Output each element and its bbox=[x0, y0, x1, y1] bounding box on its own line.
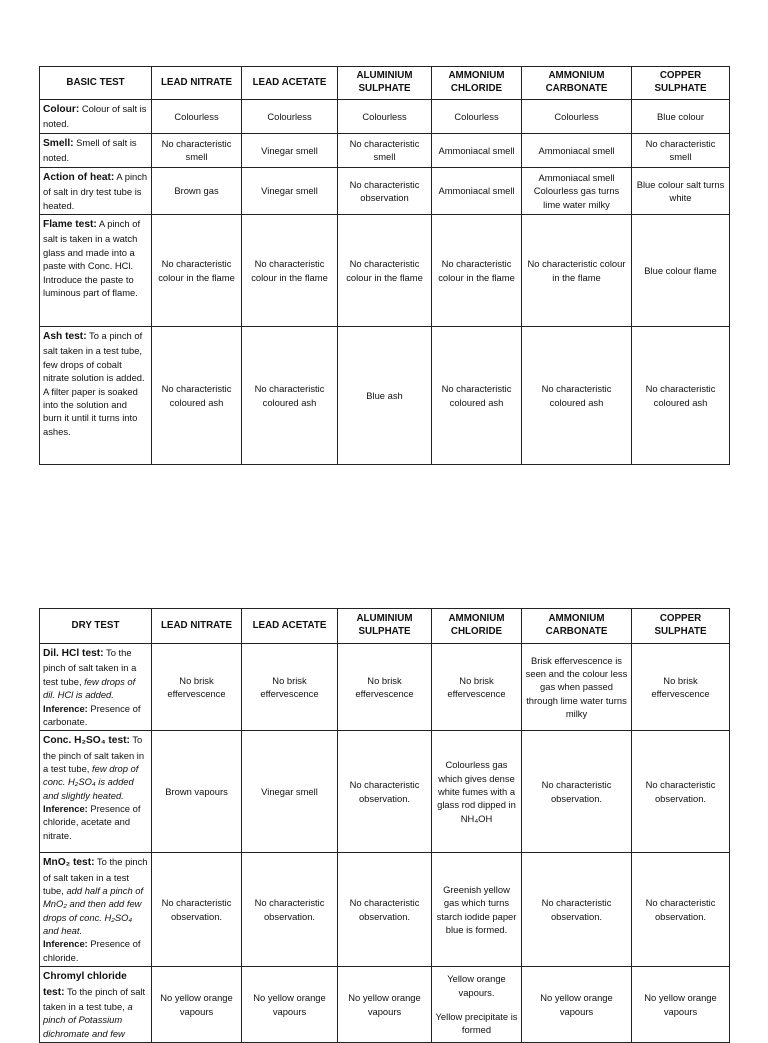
table-cell: No characteristic coloured ash bbox=[432, 327, 522, 465]
test-procedure: A pinch of salt in dry test tube is heated. bbox=[43, 170, 148, 211]
table-cell: No brisk effervescence bbox=[242, 644, 338, 731]
table-cell: No yellow orange vapours bbox=[632, 967, 730, 1043]
table-cell: No characteristic observation. bbox=[632, 853, 730, 967]
test-procedure: Colour of salt is noted. bbox=[43, 103, 147, 130]
table-cell: No characteristic coloured ash bbox=[522, 327, 632, 465]
table-row bbox=[40, 327, 730, 465]
table-cell bbox=[432, 967, 522, 1043]
table-cell: No characteristic observation. bbox=[242, 853, 338, 967]
table-cell: Vinegar smell bbox=[242, 133, 338, 167]
table-cell: No characteristic observation. bbox=[522, 731, 632, 853]
table-cell: No characteristic observation bbox=[338, 167, 432, 214]
inference-label: Inference: bbox=[43, 702, 88, 714]
inference-text: Presence of carbonate. bbox=[43, 702, 141, 727]
table-cell: No characteristic coloured ash bbox=[152, 327, 242, 465]
test-procedure-italic: few drops of dil. HCl is added. bbox=[43, 675, 136, 701]
cell-line: Yellow orange vapours. bbox=[447, 973, 506, 998]
table-cell: Colourless bbox=[152, 100, 242, 134]
inference-text: Presence of chloride, acetate and nitrate. bbox=[43, 803, 141, 841]
table-cell: No characteristic coloured ash bbox=[242, 327, 338, 465]
table-cell: No brisk effervescence bbox=[432, 644, 522, 731]
column-header: DRY TEST bbox=[40, 609, 152, 644]
test-procedure: To the pinch of salt taken in a test tube, bbox=[43, 856, 148, 897]
test-procedure: To the pinch of salt taken in a test tube, bbox=[43, 647, 137, 687]
test-description bbox=[40, 644, 152, 731]
table-cell: Colourless bbox=[242, 100, 338, 134]
test-description bbox=[40, 133, 152, 167]
column-header: LEAD NITRATE bbox=[152, 609, 242, 644]
table-cell: Ammoniacal smell bbox=[432, 167, 522, 214]
table-cell: No brisk effervescence bbox=[152, 644, 242, 731]
test-name: Action of heat: bbox=[43, 171, 115, 183]
table-cell: No characteristic colour in the flame bbox=[432, 215, 522, 327]
inference-text: Presence of chloride. bbox=[43, 938, 141, 963]
table-row bbox=[40, 100, 730, 134]
test-name: Chromyl chloride test: bbox=[43, 971, 127, 998]
table-cell: Brown vapours bbox=[152, 731, 242, 853]
table-cell: Colourless bbox=[522, 100, 632, 134]
table-cell: No characteristic colour in the flame bbox=[522, 215, 632, 327]
inference-label: Inference: bbox=[43, 803, 88, 815]
table-cell: No yellow orange vapours bbox=[522, 967, 632, 1043]
column-header: BASIC TEST bbox=[40, 67, 152, 100]
table-cell: Brown gas bbox=[152, 167, 242, 214]
test-name: Conc. H₂SO₄ test: bbox=[43, 735, 130, 747]
table-cell: No characteristic smell bbox=[338, 133, 432, 167]
table-cell: Ammoniacal smell Colourless gas turns lime water milky bbox=[522, 167, 632, 214]
column-header: ALUMINIUM SULPHATE bbox=[338, 67, 432, 100]
test-description bbox=[40, 100, 152, 134]
table-cell: No characteristic observation. bbox=[338, 731, 432, 853]
test-procedure: To the pinch of salt taken in a test tube, bbox=[43, 985, 146, 1013]
table-row bbox=[40, 967, 730, 1043]
test-description bbox=[40, 215, 152, 327]
column-header: ALUMINIUM SULPHATE bbox=[338, 609, 432, 644]
table-cell: No yellow orange vapours bbox=[338, 967, 432, 1043]
table-cell: No characteristic colour in the flame bbox=[338, 215, 432, 327]
column-header: COPPER SULPHATE bbox=[632, 609, 730, 644]
table-cell: Colourless bbox=[432, 100, 522, 134]
table-header-row bbox=[40, 67, 730, 100]
column-header: LEAD ACETATE bbox=[242, 67, 338, 100]
table-cell: No characteristic smell bbox=[632, 133, 730, 167]
table-cell: Vinegar smell bbox=[242, 167, 338, 214]
table-cell: No characteristic colour in the flame bbox=[242, 215, 338, 327]
test-description bbox=[40, 853, 152, 967]
test-name: Dil. HCl test: bbox=[43, 648, 104, 659]
test-procedure: Smell of salt is noted. bbox=[43, 136, 137, 164]
table-cell: Blue colour bbox=[632, 100, 730, 134]
table-cell: No characteristic colour in the flame bbox=[152, 215, 242, 327]
test-name: Ash test: bbox=[43, 331, 87, 342]
table-cell: Blue ash bbox=[338, 327, 432, 465]
column-header: AMMONIUM CHLORIDE bbox=[432, 67, 522, 100]
test-procedure: A pinch of salt is taken in a watch glass and made into a paste with Conc. HCl. Introduce the paste to luminous part of flame. bbox=[43, 218, 141, 298]
test-procedure-italic: a pinch of Potassium dichromate and few bbox=[43, 1001, 133, 1039]
test-description bbox=[40, 967, 152, 1043]
table-cell: Greenish yellow gas which turns starch iodide paper blue is formed. bbox=[432, 853, 522, 967]
table-cell: No characteristic smell bbox=[152, 133, 242, 167]
test-procedure: To a pinch of salt taken in a test tube, few drops of cobalt nitrate solution is added. A filter paper is soaked into the solution and burn it until it turns into ashes. bbox=[43, 330, 145, 437]
table-cell: No characteristic observation. bbox=[632, 731, 730, 853]
column-header: AMMONIUM CHLORIDE bbox=[432, 609, 522, 644]
table-cell: Blue colour salt turns white bbox=[632, 167, 730, 214]
cell-line: Yellow precipitate is formed bbox=[435, 1011, 518, 1036]
table-cell: No yellow orange vapours bbox=[242, 967, 338, 1043]
table-cell: Blue colour flame bbox=[632, 215, 730, 327]
table-cell: Ammoniacal smell bbox=[432, 133, 522, 167]
test-procedure-italic: add half a pinch of MnO₂ and then add few drops of conc. H₂SO₄ and heat. bbox=[43, 885, 144, 937]
table-row bbox=[40, 215, 730, 327]
table-cell: No characteristic coloured ash bbox=[632, 327, 730, 465]
test-name: Flame test: bbox=[43, 219, 97, 230]
column-header: AMMONIUM CARBONATE bbox=[522, 609, 632, 644]
test-name: Colour: bbox=[43, 104, 80, 115]
column-header: LEAD ACETATE bbox=[242, 609, 338, 644]
dry-test-table bbox=[39, 608, 730, 1043]
table-cell: No characteristic observation. bbox=[152, 853, 242, 967]
table-row bbox=[40, 853, 730, 967]
column-header: LEAD NITRATE bbox=[152, 67, 242, 100]
table-header-row bbox=[40, 609, 730, 644]
test-name: MnO₂ test: bbox=[43, 857, 95, 869]
table-row bbox=[40, 167, 730, 214]
table-row bbox=[40, 644, 730, 731]
basic-test-table bbox=[39, 66, 730, 465]
test-description bbox=[40, 167, 152, 214]
test-description bbox=[40, 731, 152, 853]
test-name: Smell: bbox=[43, 137, 74, 149]
table-row bbox=[40, 731, 730, 853]
table-cell: No brisk effervescence bbox=[338, 644, 432, 731]
table-cell: No characteristic observation. bbox=[338, 853, 432, 967]
test-description bbox=[40, 327, 152, 465]
test-procedure: To the pinch of salt taken in a test tube, bbox=[43, 734, 145, 775]
test-procedure-italic: few drop of conc. H₂SO₄ is added and slightly heated. bbox=[43, 763, 139, 801]
inference-label: Inference: bbox=[43, 938, 88, 950]
table-cell: Brisk effervescence is seen and the colour less gas when passed through lime water turns milky bbox=[522, 644, 632, 731]
table-cell: Ammoniacal smell bbox=[522, 133, 632, 167]
table-cell: No yellow orange vapours bbox=[152, 967, 242, 1043]
table-cell: Vinegar smell bbox=[242, 731, 338, 853]
table-cell: No brisk effervescence bbox=[632, 644, 730, 731]
table-cell: Colourless bbox=[338, 100, 432, 134]
table-cell: Colourless gas which gives dense white fumes with a glass rod dipped in NH₄OH bbox=[432, 731, 522, 853]
column-header: COPPER SULPHATE bbox=[632, 67, 730, 100]
column-header: AMMONIUM CARBONATE bbox=[522, 67, 632, 100]
table-cell: No characteristic observation. bbox=[522, 853, 632, 967]
table-row bbox=[40, 133, 730, 167]
